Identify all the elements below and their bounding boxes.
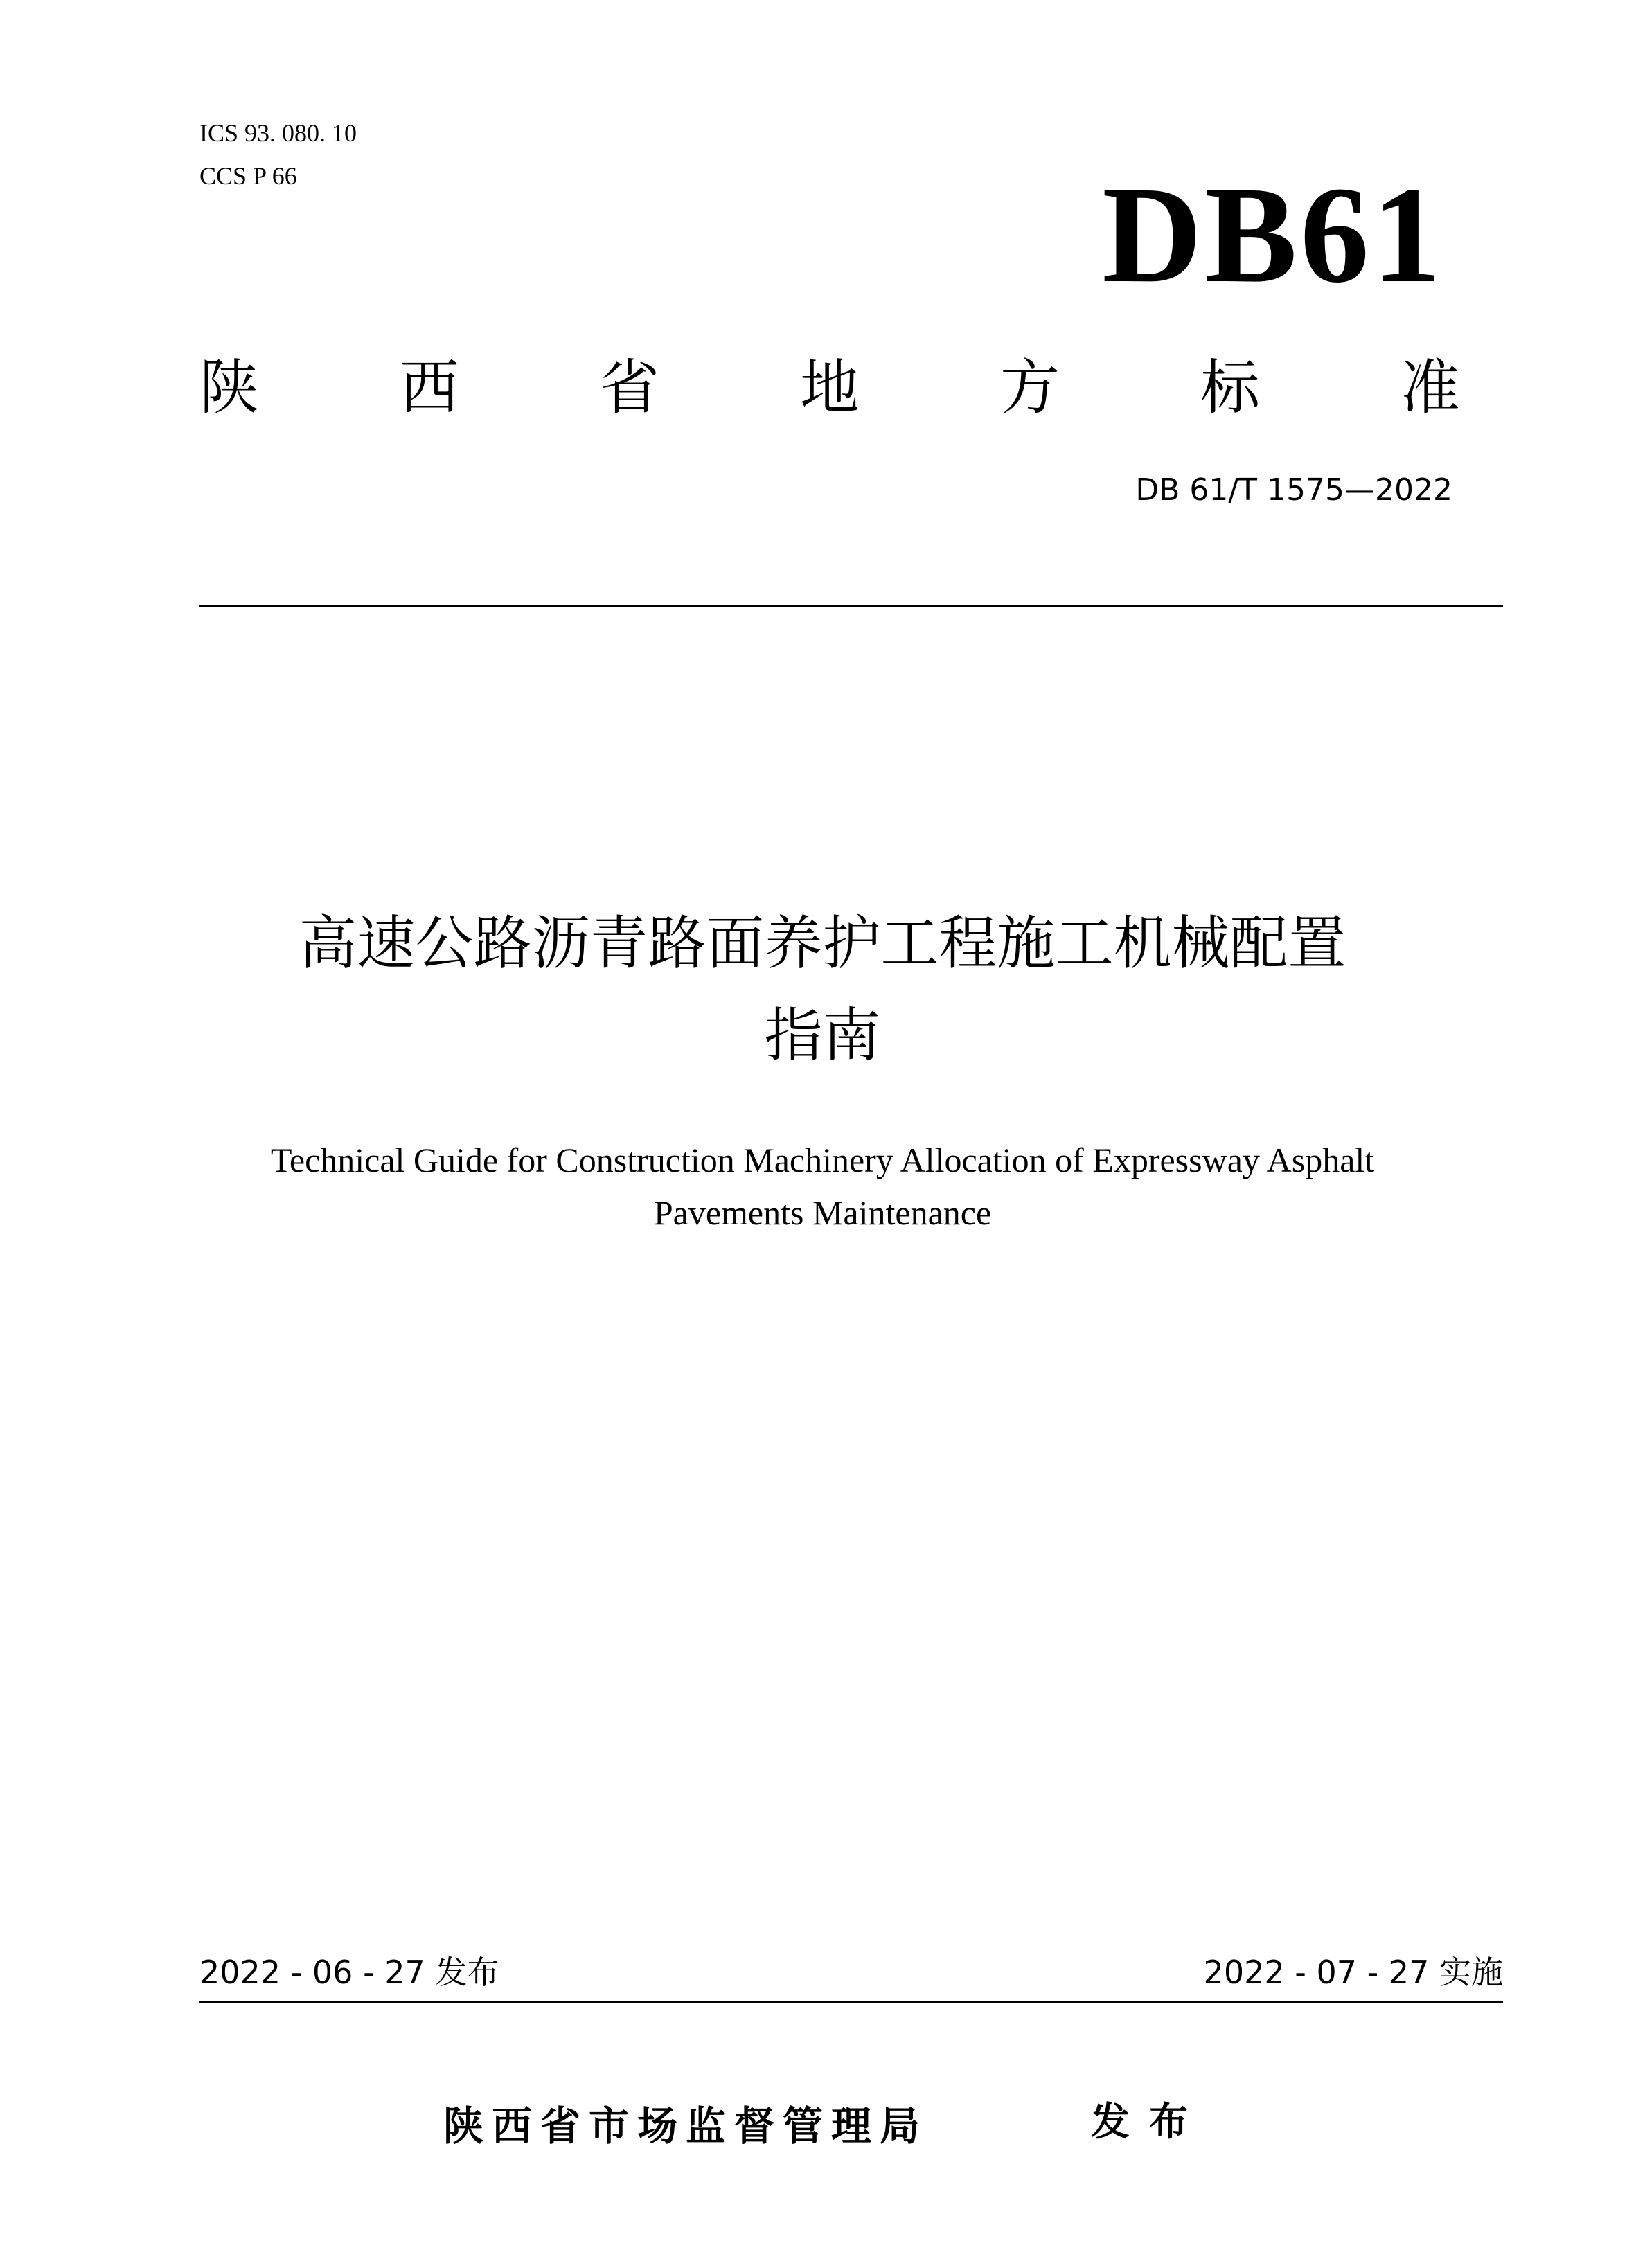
- chinese-title-line-2: 指南: [764, 1001, 881, 1069]
- issuing-action: 发布: [1091, 2100, 1207, 2145]
- standard-type-char: 标: [1200, 353, 1260, 422]
- standard-type-char: 准: [1401, 353, 1460, 422]
- english-title-line-1: Technical Guide for Construction Machinery Allocation of Expressway Asphalt: [270, 1141, 1375, 1179]
- footer-divider: [199, 2001, 1503, 2003]
- standard-number: DB 61/T 1575—2022: [1135, 472, 1452, 508]
- standard-type-title: [199, 346, 1460, 429]
- chinese-title-line-1: 高速公路沥青路面养护工程施工机械配置: [299, 909, 1346, 977]
- publish-date: 2022 - 06 - 27 发布: [199, 1954, 499, 1991]
- standard-type-char: 省: [600, 353, 659, 422]
- standard-type-char: 方: [1000, 353, 1060, 422]
- standard-mark: DB61: [1102, 159, 1444, 312]
- standard-type-char: 陕: [199, 353, 259, 422]
- header-divider: [199, 605, 1503, 607]
- english-title-line-2: Pavements Maintenance: [653, 1193, 992, 1232]
- standard-type-char: 地: [800, 353, 860, 422]
- implement-date: 2022 - 07 - 27 实施: [1203, 1954, 1503, 1991]
- issuing-authority: 陕西省市场监督管理局: [443, 2102, 929, 2150]
- ccs-code: CCS P 66: [199, 162, 297, 190]
- standard-type-char: 西: [400, 353, 459, 422]
- ics-code: ICS 93. 080. 10: [199, 119, 357, 147]
